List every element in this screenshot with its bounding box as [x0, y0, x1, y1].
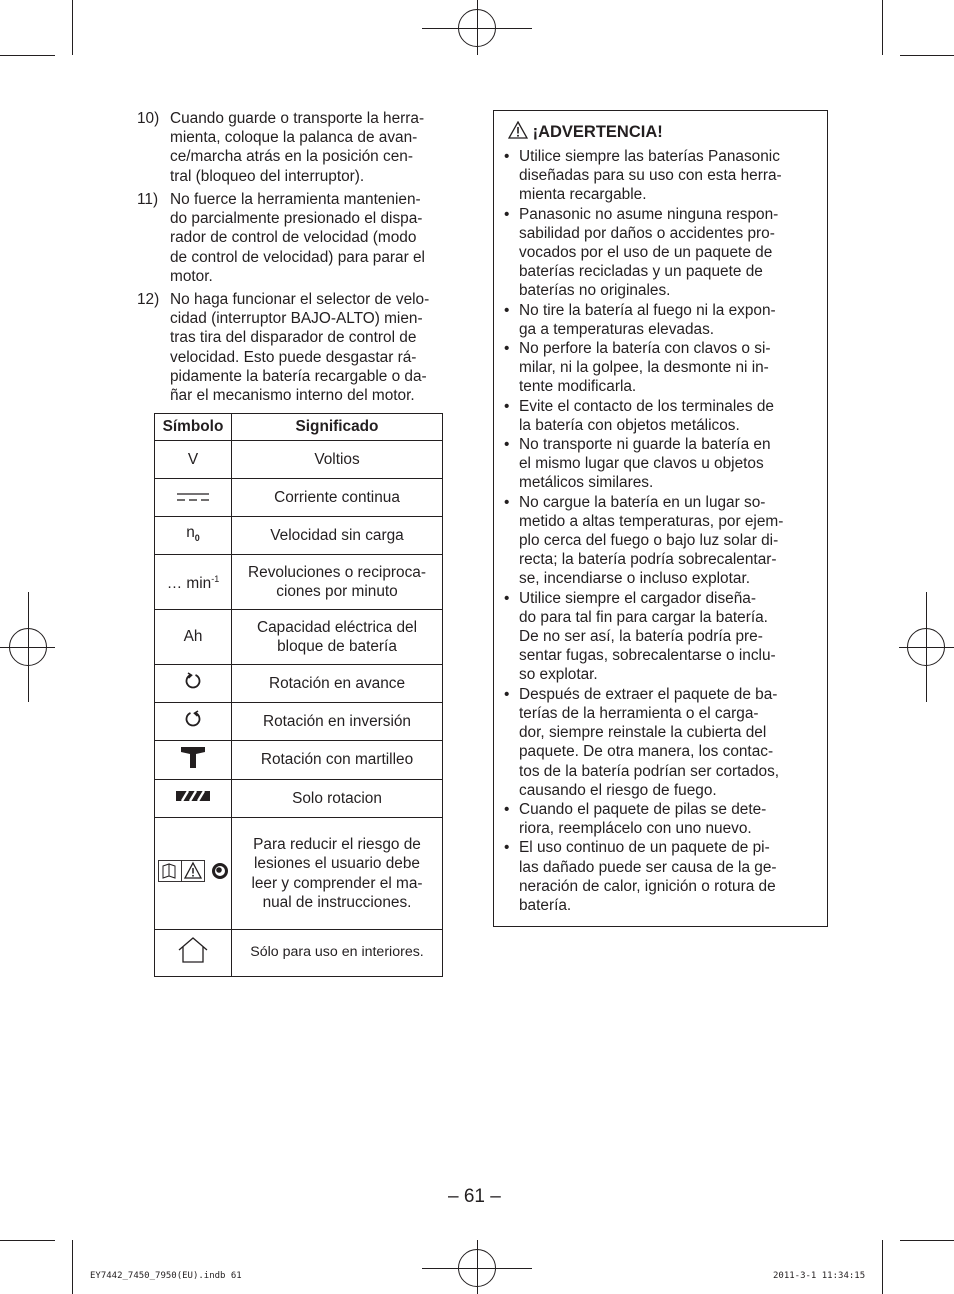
item-line: de control de velocidad) para parar el — [170, 248, 425, 266]
warning-bullet-item — [504, 205, 824, 301]
item-line: rador de control de velocidad (modo — [170, 229, 417, 247]
item-line: velocidad. Esto puede desgastar rá- — [170, 348, 417, 366]
table-row — [155, 741, 443, 780]
warning-box — [493, 110, 828, 927]
warning-bullet-item — [504, 301, 824, 339]
warning-bullet-item — [504, 493, 824, 589]
warning-line: la batería con objetos metálicos. — [519, 416, 740, 434]
symbol-cell: V — [155, 441, 232, 479]
warning-line: neración de calor, ignición o rotura de — [519, 877, 776, 895]
meaning-cell: Rotación en avance — [232, 665, 443, 703]
warning-line: metido a altas temperaturas, por ejem- — [519, 512, 784, 530]
warning-line: el mismo lugar que clavos u objetos — [519, 455, 764, 473]
bullet-marker: • — [504, 340, 510, 358]
footer-date: 2011-3-1 11:34:15 — [773, 1271, 866, 1281]
symbol-cell — [155, 818, 232, 930]
item-line: Cuando guarde o transporte la herra- — [170, 110, 425, 127]
meaning-cell: Rotación con martilleo — [232, 741, 443, 780]
bullet-marker: • — [504, 301, 510, 319]
crop-mark — [477, 1240, 478, 1294]
symbol-cell: $n_0$ — [155, 517, 232, 555]
crop-mark — [28, 592, 29, 702]
warning-bullet-item — [504, 339, 824, 397]
table-header-row — [155, 414, 443, 441]
crop-mark — [882, 1240, 883, 1294]
crop-mark — [477, 0, 478, 55]
warning-line: plo cerca del fuego o bajo luz solar di- — [519, 532, 779, 550]
warning-line: sentar fugas, sobrecalentarse o inclu- — [519, 647, 776, 665]
table-row — [155, 441, 443, 479]
meaning-cell: Sólo para uso en interiores. — [232, 930, 443, 977]
meaning-cell: Velocidad sin carga — [232, 517, 443, 555]
warning-list — [504, 147, 824, 915]
symbol-table — [154, 413, 443, 977]
warning-title: ¡ADVERTENCIA! — [508, 121, 663, 142]
crop-mark — [882, 0, 883, 55]
crop-mark — [72, 0, 73, 55]
bullet-marker: • — [504, 800, 510, 818]
table-row — [155, 665, 443, 703]
warning-line: El uso continuo de un paquete de pi- — [519, 839, 770, 857]
item-line: pidamente la batería recargable o da- — [170, 367, 427, 385]
warning-line: Panasonic no asume ninguna respon- — [519, 205, 779, 223]
item-line: tral (bloqueo del interruptor). — [170, 167, 365, 185]
warning-line: mienta recargable. — [519, 186, 647, 204]
warning-line: se, incendiarse o incluso explotar. — [519, 570, 750, 588]
table-row — [155, 610, 443, 665]
symbol-cell — [155, 930, 232, 977]
warning-line: ga a temperaturas elevadas. — [519, 320, 715, 338]
warning-line: vocados por el uso de un paquete de — [519, 244, 773, 262]
reverse-rotation-icon — [184, 710, 202, 728]
warning-line: tente modificarla. — [519, 378, 637, 396]
warning-line: Evite el contacto de los terminales de — [519, 397, 774, 415]
table-row — [155, 703, 443, 741]
symbol-cell: Ah — [155, 610, 232, 665]
forward-rotation-icon — [184, 672, 202, 690]
drill-bit-icon — [175, 788, 211, 804]
warning-line: las dañado puede ser causa de la ge- — [519, 858, 777, 876]
table-row — [155, 818, 443, 930]
page-number: – 61 – — [448, 1186, 501, 1207]
warning-line: No cargue la batería en un lugar so- — [519, 493, 766, 511]
item-number: 12) — [137, 291, 160, 308]
item-line: mienta, coloque la palanca de avan- — [170, 129, 418, 147]
symbol-cell — [155, 665, 232, 703]
item-number: 11) — [137, 191, 159, 208]
warning-line: Utilice siempre las baterías Panasonic — [519, 148, 780, 165]
item-line: cidad (interruptor BAJO-ALTO) mien- — [170, 310, 423, 328]
read-manual-icon — [158, 859, 230, 883]
warning-line: No transporte ni guarde la batería en — [519, 436, 771, 454]
warning-line: riora, reemplácelo con uno nuevo. — [519, 820, 752, 838]
symbol-cell — [155, 479, 232, 517]
warning-line: baterías no originales. — [519, 282, 671, 300]
symbol-cell — [155, 703, 232, 741]
item-line: motor. — [170, 267, 213, 285]
warning-bullet-item — [504, 397, 824, 435]
indoor-house-icon — [177, 936, 209, 964]
warning-line: milar, ni la golpee, la desmonte ni in- — [519, 359, 769, 377]
crop-mark — [0, 55, 55, 56]
warning-line: baterías recicladas y un paquete de — [519, 263, 763, 281]
warning-line: paquete. De otra manera, los contac- — [519, 743, 774, 761]
item-line: No fuerce la herramienta mantenien- — [170, 191, 421, 208]
warning-line: sabilidad por daños o accidentes pro- — [519, 224, 775, 242]
meaning-cell: Solo rotacion — [232, 780, 443, 818]
bullet-marker: • — [504, 839, 510, 857]
crop-mark — [72, 1240, 73, 1294]
footer-filename: EY7442_7450_7950(EU).indb 61 — [90, 1271, 242, 1281]
hammer-icon — [180, 745, 206, 769]
item-number: 10) — [137, 110, 160, 127]
item-line: ñar el mecanismo interno del motor. — [170, 387, 415, 405]
warning-line: No tire la batería al fuego ni la expon- — [519, 301, 776, 319]
warning-line: Cuando el paquete de pilas se dete- — [519, 800, 767, 818]
meaning-cell: Corriente continua — [232, 479, 443, 517]
warning-line: metálicos similares. — [519, 474, 654, 492]
bullet-marker: • — [504, 397, 510, 415]
item-line: ce/marcha atrás en la posición cen- — [170, 148, 413, 166]
bullet-marker: • — [504, 685, 510, 703]
meaning-cell: Rotación en inversión — [232, 703, 443, 741]
warning-bullet-item — [504, 435, 824, 493]
crop-mark — [0, 1240, 55, 1241]
bullet-marker: • — [504, 148, 510, 165]
symbol-cell — [155, 741, 232, 780]
meaning-cell: Voltios — [232, 441, 443, 479]
bullet-marker: • — [504, 589, 510, 607]
warning-line: diseñadas para su uso con esta herra- — [519, 167, 782, 185]
warning-line: do para tal fin para cargar la batería. — [519, 608, 768, 626]
warning-bullet-item — [504, 685, 824, 800]
item-line: tras tira del disparador de control de — [170, 329, 417, 347]
symbol-header: Símbolo — [155, 414, 232, 441]
warning-line: so explotar. — [519, 666, 598, 684]
warning-line: recta; la batería podría sobrecalentar- — [519, 551, 777, 569]
crop-mark — [926, 592, 927, 702]
warning-bullet-item — [504, 838, 824, 915]
bullet-marker: • — [504, 436, 510, 454]
warning-line: Después de extraer el paquete de ba- — [519, 685, 778, 703]
warning-bullet-item — [504, 147, 824, 205]
warning-line: batería. — [519, 896, 572, 914]
warning-bullet-item — [504, 589, 824, 685]
table-row — [155, 479, 443, 517]
table-row — [155, 930, 443, 977]
table-row — [155, 555, 443, 610]
crop-mark — [900, 55, 954, 56]
crop-mark — [900, 1240, 954, 1241]
meaning-header: Significado — [232, 414, 443, 441]
warning-line: causando el riesgo de fuego. — [519, 781, 717, 799]
warning-line: terías de la herramienta o el carga- — [519, 704, 759, 722]
bullet-marker: • — [504, 205, 510, 223]
meaning-cell: Para reducir el riesgo de lesiones el usuario debe leer y comprender el ma- nual de instrucciones. — [232, 818, 443, 930]
meaning-cell: Capacidad eléctrica del bloque de batería — [232, 610, 443, 665]
item-line: No haga funcionar el selector de velo- — [170, 291, 430, 308]
table-row — [155, 780, 443, 818]
symbol-cell — [155, 780, 232, 818]
warning-triangle-icon — [508, 121, 528, 139]
table-row — [155, 517, 443, 555]
warning-line: De no ser así, la batería podría pre- — [519, 628, 763, 646]
symbol-cell: … $\min^{-1}$ — [155, 555, 232, 610]
warning-line: Utilice siempre el cargador diseña- — [519, 589, 756, 607]
warning-bullet-item — [504, 800, 824, 838]
meaning-cell: Revoluciones o reciproca- ciones por minuto — [232, 555, 443, 610]
warning-line: No perfore la batería con clavos o si- — [519, 340, 771, 358]
dc-current-icon — [176, 492, 210, 502]
warning-line: dor, siempre reinstale la cubierta del — [519, 724, 767, 742]
item-line: do parcialmente presionado el dispa- — [170, 210, 423, 228]
bullet-marker: • — [504, 493, 510, 511]
warning-line: tos de la batería podrían ser cortados, — [519, 762, 780, 780]
